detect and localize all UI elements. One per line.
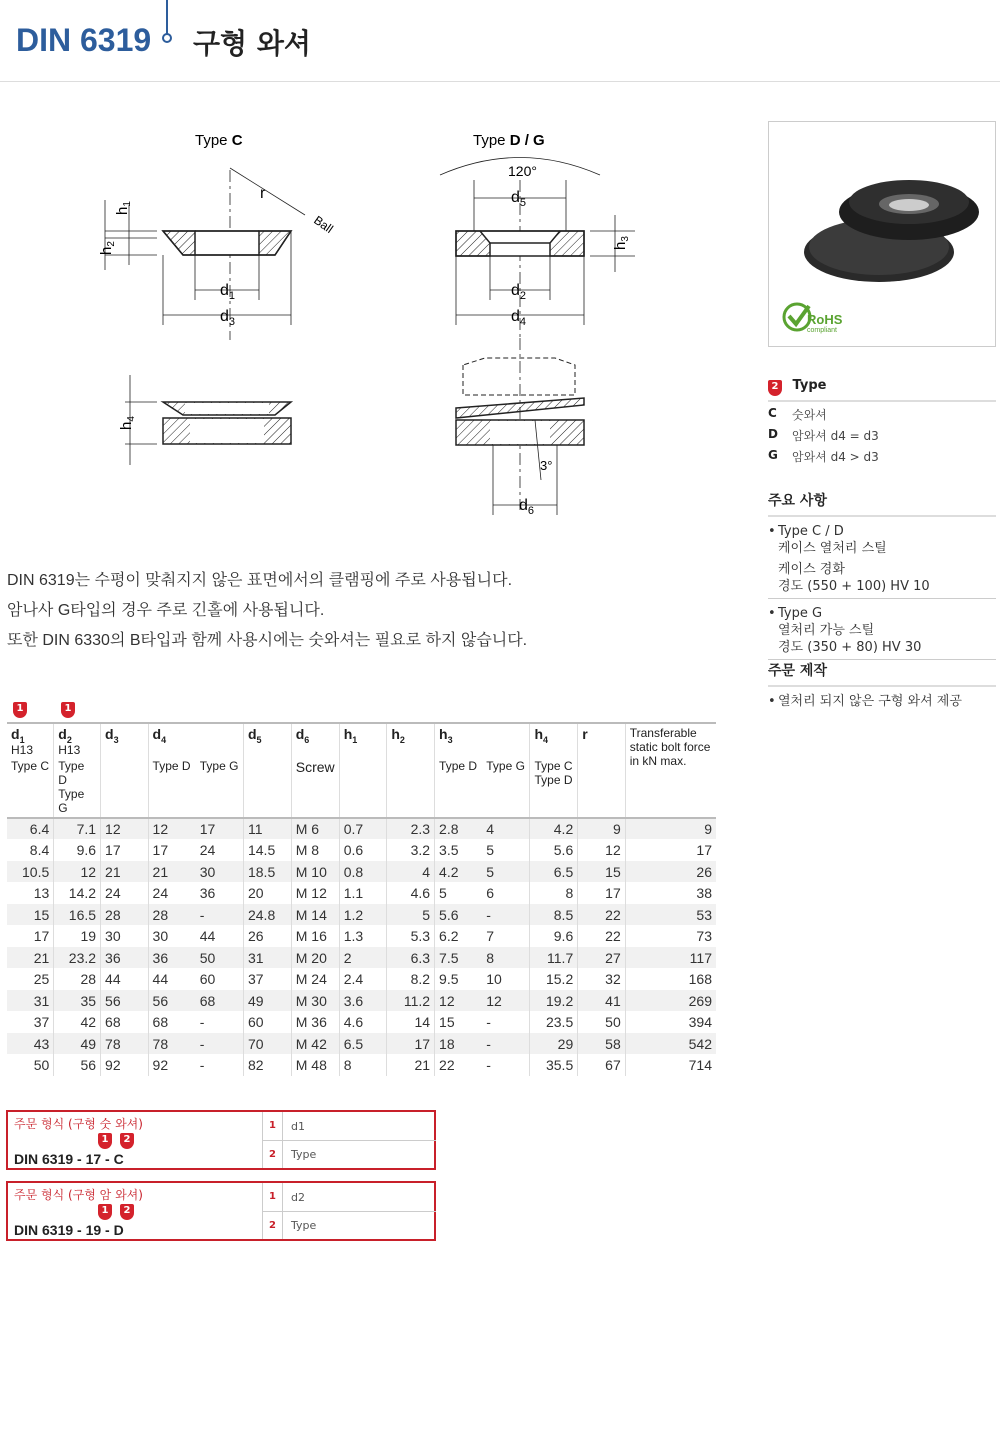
table-cell: 269 xyxy=(625,990,716,1012)
order-format-male: 주문 형식 (구형 숫 와셔) 1 2 DIN 6319 - 17 - C 1 d1 2 Type xyxy=(6,1110,436,1170)
table-cell: 4 xyxy=(486,821,495,838)
table-row xyxy=(7,925,716,947)
table-cell: 18.5 xyxy=(243,861,291,883)
col-d6: $d_6$ xyxy=(291,723,339,757)
table-cell: M 24 xyxy=(291,968,339,990)
table-cell: 50 xyxy=(578,1011,626,1033)
table-cell: M 12 xyxy=(291,882,339,904)
table-cell: 9 xyxy=(625,818,716,840)
table-cell: M 10 xyxy=(291,861,339,883)
table-cell: 12 xyxy=(486,992,502,1009)
table-cell: 28 xyxy=(101,904,149,926)
table-cell: 3.6 xyxy=(339,990,387,1012)
table-cell: 5 xyxy=(387,904,435,926)
table-cell: 73 xyxy=(625,925,716,947)
table-cell: 2.3 xyxy=(387,818,435,840)
table-header-row xyxy=(7,723,716,757)
table-cell: 68 xyxy=(199,992,216,1009)
table-cell: 56 xyxy=(54,1054,101,1076)
type-c-assembly xyxy=(125,375,291,465)
table-cell: 26 xyxy=(243,925,291,947)
table-cell: 6 xyxy=(486,885,495,902)
table-cell: 394 xyxy=(625,1011,716,1033)
table-cell: 17 xyxy=(33,928,50,945)
table-row xyxy=(7,904,716,926)
type-title: 2 Type xyxy=(768,378,996,402)
table-row xyxy=(7,1054,716,1076)
table-cell: 30 xyxy=(101,925,149,947)
table-cell: 4.2 xyxy=(530,818,578,840)
table-cell: 60 xyxy=(199,971,216,988)
table-cell: 42 xyxy=(54,1011,101,1033)
table-cell: 68 xyxy=(101,1011,149,1033)
table-cell: 44 xyxy=(101,968,149,990)
table-cell: 3.5 xyxy=(435,839,483,861)
table-cell: 50 xyxy=(33,1057,50,1074)
table-cell: 49 xyxy=(243,990,291,1012)
table-cell: 38 xyxy=(625,882,716,904)
table-cell: 3.2 xyxy=(387,839,435,861)
table-cell: 37 xyxy=(33,1014,50,1031)
table-cell: 43 xyxy=(33,1035,50,1052)
table-cell: 10.5 xyxy=(22,863,50,880)
badge-2: 2 xyxy=(120,1133,134,1149)
table-cell: 2.4 xyxy=(339,968,387,990)
col-h2: $h_2$ xyxy=(387,723,435,757)
table-row xyxy=(7,818,716,840)
table-cell: 8.2 xyxy=(387,968,435,990)
table-cell: 21 xyxy=(148,861,196,883)
svg-text:d5: $d_5$ xyxy=(511,189,527,209)
table-cell: 41 xyxy=(578,990,626,1012)
table-cell: 11 xyxy=(243,818,291,840)
table-cell: 8.5 xyxy=(530,904,578,926)
col-d1: $d_1$ H13 xyxy=(7,723,54,757)
table-cell: - xyxy=(199,1057,205,1074)
custom-order-item: • 열처리 되지 않은 구형 와셔 제공 xyxy=(768,693,996,710)
col-d4: $d_4$ xyxy=(148,723,243,757)
table-cell: 12 xyxy=(578,839,626,861)
table-cell: - xyxy=(486,1014,491,1031)
type-row-g: G 암와셔 d4 > d3 xyxy=(768,448,879,464)
table-cell: M 30 xyxy=(291,990,339,1012)
table-cell: M 6 xyxy=(291,818,339,840)
svg-text:RoHS: RoHS xyxy=(807,312,843,327)
note-item: • Type G 열처리 가능 스틸 경도 (350 + 80) HV 30 xyxy=(768,605,996,656)
table-cell: - xyxy=(199,906,205,923)
table-cell: 31 xyxy=(243,947,291,969)
badge-1: 1 xyxy=(98,1204,112,1220)
table-cell: 92 xyxy=(148,1054,196,1076)
table-cell: 5 xyxy=(435,882,483,904)
svg-text:Type D / G: Type D / G xyxy=(473,132,545,149)
table-cell: 15 xyxy=(435,1011,483,1033)
table-cell: 8 xyxy=(339,1054,387,1076)
table-cell: 14.2 xyxy=(54,882,101,904)
table-cell: 56 xyxy=(101,990,149,1012)
table-row xyxy=(7,947,716,969)
table-cell: 17 xyxy=(101,839,149,861)
table-cell: - xyxy=(199,1035,205,1052)
table-cell: 23.5 xyxy=(530,1011,578,1033)
table-cell: 49 xyxy=(54,1033,101,1055)
table-row xyxy=(7,968,716,990)
table-row xyxy=(7,990,716,1012)
table-cell: 13 xyxy=(33,885,50,902)
table-cell: 60 xyxy=(243,1011,291,1033)
table-cell: 53 xyxy=(625,904,716,926)
order-format-female: 주문 형식 (구형 암 와셔) 1 2 DIN 6319 - 19 - D 1 d2 2 Type xyxy=(6,1181,436,1241)
table-cell: 70 xyxy=(243,1033,291,1055)
table-cell: 9.5 xyxy=(435,968,483,990)
table-cell: M 36 xyxy=(291,1011,339,1033)
table-cell: 14 xyxy=(387,1011,435,1033)
custom-order-title: 주문 제작 xyxy=(768,660,996,687)
svg-text:Type C: Type C xyxy=(195,132,243,149)
table-cell: 78 xyxy=(101,1033,149,1055)
table-cell: 14.5 xyxy=(243,839,291,861)
table-cell: 6.4 xyxy=(29,821,50,838)
table-cell: 9.6 xyxy=(54,839,101,861)
svg-text:d2: $d_2$ xyxy=(511,282,527,302)
table-cell: M 16 xyxy=(291,925,339,947)
table-cell: 21 xyxy=(33,949,50,966)
table-cell: M 8 xyxy=(291,839,339,861)
table-row xyxy=(7,861,716,883)
table-cell: 36 xyxy=(148,947,196,969)
table-cell: 50 xyxy=(199,949,216,966)
table-cell: 24 xyxy=(148,882,196,904)
table-cell: 6.5 xyxy=(530,861,578,883)
table-cell: 24 xyxy=(199,842,216,859)
table-cell: 2.8 xyxy=(435,818,483,840)
badge-1: 1 xyxy=(61,702,75,718)
table-cell: 11.2 xyxy=(387,990,435,1012)
type-c-label: Type xyxy=(195,132,232,149)
table-cell: 17 xyxy=(625,839,716,861)
standard-code: DIN 6319 xyxy=(16,22,152,58)
table-cell: 15 xyxy=(578,861,626,883)
table-cell: 7.5 xyxy=(435,947,483,969)
table-cell: 0.7 xyxy=(339,818,387,840)
type-row-d: D 암와셔 d4 = d3 xyxy=(768,427,879,443)
description-line: 암나사 G타입의 경우 주로 긴홀에 사용됩니다. xyxy=(7,602,325,619)
custom-order-section xyxy=(768,660,996,710)
order-code: DIN 6319 - 19 - D xyxy=(14,1222,124,1238)
col-d2: $d_2$ H13 xyxy=(54,723,101,757)
table-subheader-row: Type C Type D Type G Type D Type G Screw Type D Type G Type C Type D xyxy=(7,757,716,818)
table-cell: 23.2 xyxy=(54,947,101,969)
table-cell: 0.6 xyxy=(339,839,387,861)
table-cell: 168 xyxy=(625,968,716,990)
page-header xyxy=(0,0,1000,82)
table-cell: 9 xyxy=(578,818,626,840)
table-cell: 11.7 xyxy=(530,947,578,969)
table-cell: 4.6 xyxy=(339,1011,387,1033)
table-body xyxy=(7,818,716,1076)
table-cell: 5 xyxy=(486,842,495,859)
svg-text:d3: $d_3$ xyxy=(220,308,236,328)
badge-2: 2 xyxy=(768,380,782,396)
table-cell: 29 xyxy=(530,1033,578,1055)
table-cell: 37 xyxy=(243,968,291,990)
table-cell: 4 xyxy=(387,861,435,883)
badge-1: 1 xyxy=(98,1133,112,1149)
table-cell: 26 xyxy=(625,861,716,883)
table-cell: 18 xyxy=(435,1033,483,1055)
col-d3: $d_3$ xyxy=(101,723,149,757)
table-cell: 22 xyxy=(435,1054,483,1076)
table-cell: 1.2 xyxy=(339,904,387,926)
type-row-c: C 숫와셔 xyxy=(768,406,827,422)
table-cell: 714 xyxy=(625,1054,716,1076)
table-cell: - xyxy=(486,1057,491,1074)
table-cell: 56 xyxy=(148,990,196,1012)
table-cell: 21 xyxy=(387,1054,435,1076)
table-cell: 67 xyxy=(578,1054,626,1076)
table-cell: 36 xyxy=(199,885,216,902)
table-cell: 82 xyxy=(243,1054,291,1076)
table-cell: 15.2 xyxy=(530,968,578,990)
type-c-washer xyxy=(105,168,305,340)
svg-text:compliant: compliant xyxy=(807,327,837,334)
dimensions-table xyxy=(7,700,716,1076)
table-cell: 22 xyxy=(578,904,626,926)
header-divider xyxy=(166,0,168,34)
type-dg-washer xyxy=(440,158,635,341)
svg-text:h3: $h_3$ xyxy=(612,236,631,250)
description-line: 또한 DIN 6330의 B타입과 함께 사용시에는 숫와셔는 필요로 하지 않습니다. xyxy=(7,632,528,649)
table-cell: 4.6 xyxy=(387,882,435,904)
table-cell: 9.6 xyxy=(530,925,578,947)
badge-2: 2 xyxy=(120,1204,134,1220)
table-row xyxy=(7,839,716,861)
table-cell: 2 xyxy=(339,947,387,969)
table-row xyxy=(7,1033,716,1055)
table-cell: M 48 xyxy=(291,1054,339,1076)
table-cell: 6.3 xyxy=(387,947,435,969)
order-code: DIN 6319 - 17 - C xyxy=(14,1151,124,1167)
table-cell: 32 xyxy=(578,968,626,990)
note-item: • Type C / D 케이스 열처리 스틸 케이스 경화 경도 (550 + 100) HV 10 xyxy=(768,523,996,595)
table-cell: 17 xyxy=(387,1033,435,1055)
table-cell: 0.8 xyxy=(339,861,387,883)
table-cell: 17 xyxy=(148,839,196,861)
table-cell: 12 xyxy=(54,861,101,883)
table-cell: 27 xyxy=(578,947,626,969)
table-cell: 15 xyxy=(33,906,50,923)
table-cell: 6.2 xyxy=(435,925,483,947)
table-cell: 7.1 xyxy=(54,818,101,840)
svg-text:d6: $d_6$ xyxy=(519,497,535,517)
table-cell: 1.3 xyxy=(339,925,387,947)
table-cell: 5.6 xyxy=(435,904,483,926)
svg-text:120°: 120° xyxy=(508,163,537,179)
table-cell: 17 xyxy=(199,821,216,838)
table-cell: 44 xyxy=(199,928,216,945)
table-cell: 35 xyxy=(54,990,101,1012)
table-cell: 24 xyxy=(101,882,149,904)
description xyxy=(7,566,527,656)
col-h1: $h_1$ xyxy=(339,723,387,757)
table-cell: 16.5 xyxy=(54,904,101,926)
svg-text:d1: $d_1$ xyxy=(220,282,236,302)
type-d-assembly xyxy=(456,338,584,515)
table-cell: 5.3 xyxy=(387,925,435,947)
rohs-logo xyxy=(784,304,843,334)
svg-text:d4: $d_4$ xyxy=(511,308,527,328)
col-d5: $d_5$ xyxy=(243,723,291,757)
table-cell: M 42 xyxy=(291,1033,339,1055)
type-section xyxy=(768,378,996,465)
table-cell: 78 xyxy=(148,1033,196,1055)
svg-text:h2: $h_2$ xyxy=(98,241,117,255)
table-cell: 542 xyxy=(625,1033,716,1055)
table-cell: 12 xyxy=(148,818,196,840)
table-cell: 21 xyxy=(101,861,149,883)
table-cell: 44 xyxy=(148,968,196,990)
table-cell: 20 xyxy=(243,882,291,904)
col-h3: $h_3$ xyxy=(435,723,530,757)
table-cell: 22 xyxy=(578,925,626,947)
table-cell: 10 xyxy=(486,971,502,988)
table-cell: 8.4 xyxy=(29,842,50,859)
table-cell: - xyxy=(199,1014,205,1031)
svg-text:h4: $h_4$ xyxy=(118,416,137,430)
table-cell: 17 xyxy=(578,882,626,904)
table-cell: 5.6 xyxy=(530,839,578,861)
notes-title: 주요 사항 xyxy=(768,490,996,517)
table-cell: 8 xyxy=(486,949,495,966)
table-row xyxy=(7,882,716,904)
table-cell: 8 xyxy=(530,882,578,904)
table-cell: M 14 xyxy=(291,904,339,926)
table-cell: 31 xyxy=(33,992,50,1009)
table-cell: 5 xyxy=(486,863,495,880)
table-cell: 12 xyxy=(435,990,483,1012)
col-h4: $h_4$ xyxy=(530,723,578,757)
table-cell: 35.5 xyxy=(530,1054,578,1076)
svg-text:3°: 3° xyxy=(540,458,553,473)
header-dot xyxy=(162,33,172,43)
table-cell: 28 xyxy=(54,968,101,990)
table-cell: 36 xyxy=(101,947,149,969)
table-cell: 92 xyxy=(101,1054,149,1076)
table-cell: 4.2 xyxy=(435,861,483,883)
table-row xyxy=(7,1011,716,1033)
table-cell: 30 xyxy=(148,925,196,947)
table-cell: 1.1 xyxy=(339,882,387,904)
table-cell: 58 xyxy=(578,1033,626,1055)
description-line: DIN 6319는 수평이 맞춰지지 않은 표면에서의 클램핑에 주로 사용됩니다. xyxy=(7,572,513,589)
table-cell: - xyxy=(486,906,491,923)
table-cell: 28 xyxy=(148,904,196,926)
table-cell: 24.8 xyxy=(243,904,291,926)
svg-text:r: r xyxy=(260,185,266,202)
table-cell: - xyxy=(486,1035,491,1052)
table-cell: M 20 xyxy=(291,947,339,969)
svg-text:h1: $h_1$ xyxy=(114,201,133,215)
table-cell: 19.2 xyxy=(530,990,578,1012)
table-cell: 25 xyxy=(33,971,50,988)
page-title: 구형 와셔 xyxy=(193,27,311,60)
svg-text:Ball: Ball xyxy=(311,212,336,236)
badge-1: 1 xyxy=(13,702,27,718)
table-cell: 7 xyxy=(486,928,495,945)
technical-drawing xyxy=(95,120,655,530)
table-cell: 68 xyxy=(148,1011,196,1033)
table-cell: 117 xyxy=(625,947,716,969)
washer-image xyxy=(769,122,995,346)
table-cell: 30 xyxy=(199,863,216,880)
notes-section xyxy=(768,490,996,660)
product-photo xyxy=(768,121,996,347)
table-cell: 6.5 xyxy=(339,1033,387,1055)
col-r: r xyxy=(578,723,626,757)
table-cell: 19 xyxy=(54,925,101,947)
table-cell: 12 xyxy=(101,818,149,840)
col-bolt-force: Transferable static bolt force in kN max. xyxy=(625,723,716,818)
